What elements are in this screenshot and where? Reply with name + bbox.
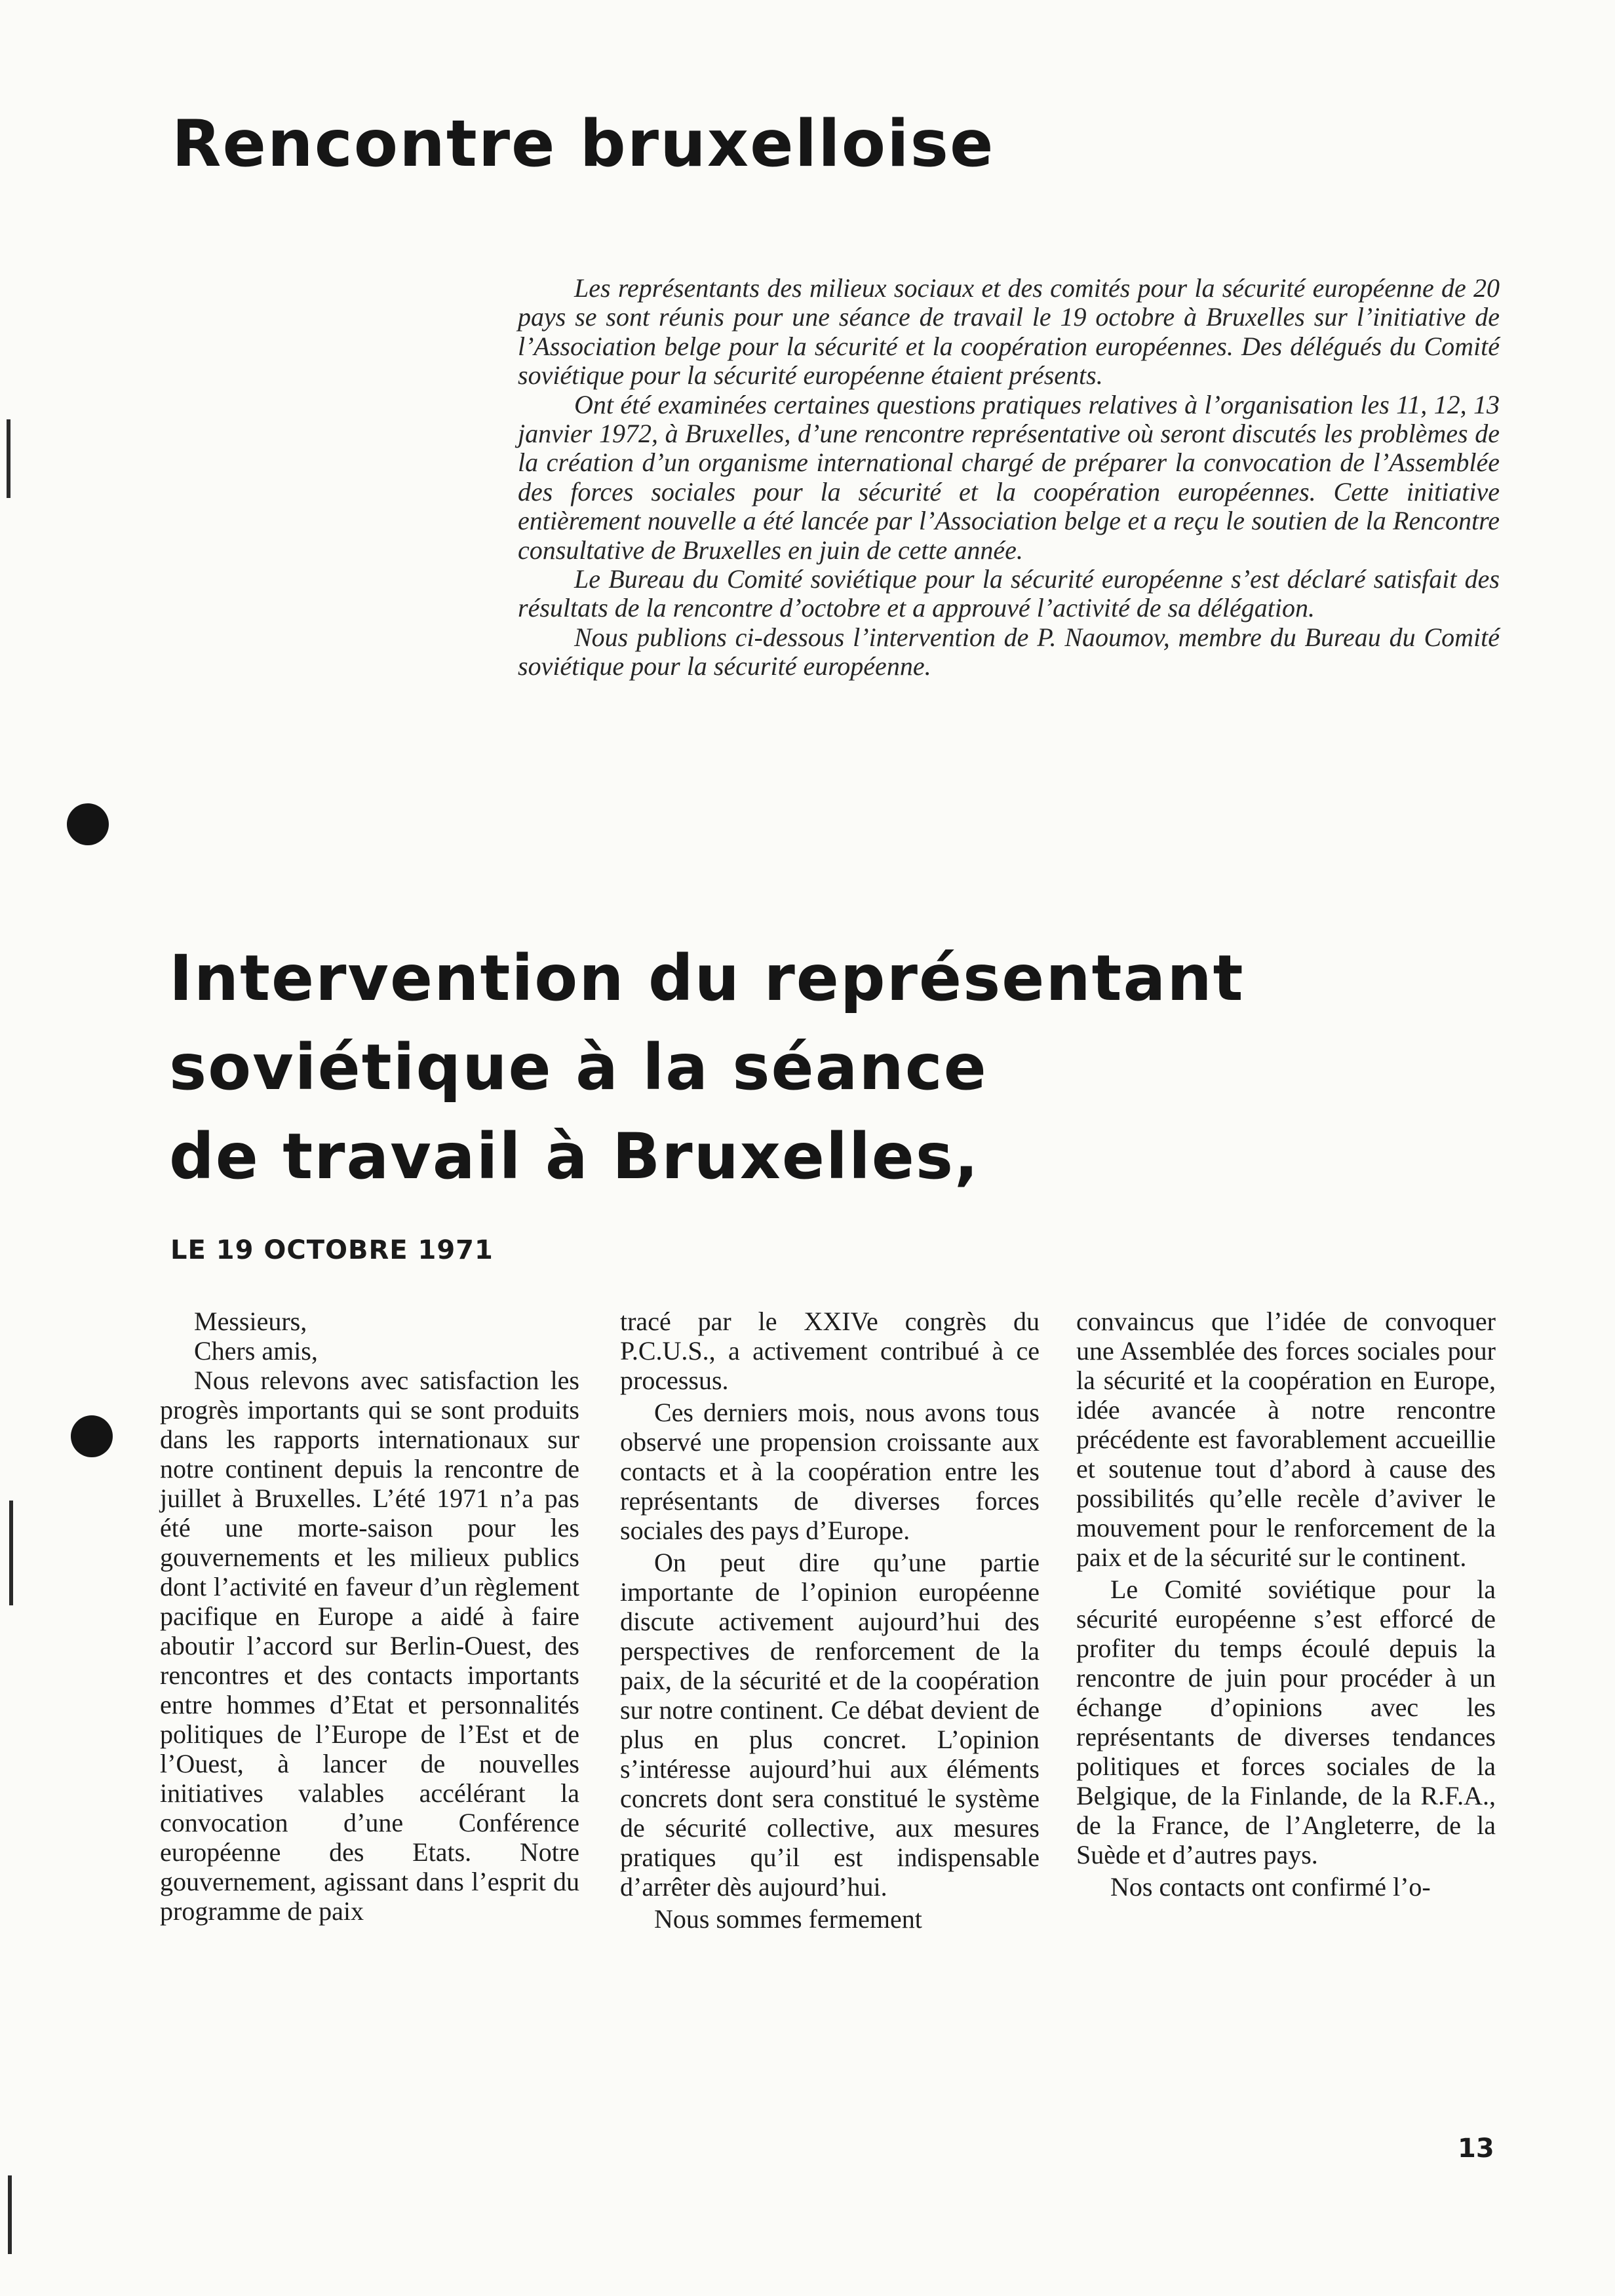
- page-number: 13: [1458, 2133, 1494, 2164]
- body-column-3: [1076, 1307, 1496, 1904]
- intro-paragraph: Nous publions ci-dessous l’intervention de P. Naoumov, membre du Bureau du Comité soviétique pour la sécurité européenne.: [518, 622, 1500, 681]
- punch-hole-bottom: [71, 1415, 113, 1457]
- body-paragraph: On peut dire qu’une partie importante de l’opinion européenne discute activement aujourd’hui des perspectives de renforcement de la paix, de la sécurité et de la coopération sur notre continent. Ce débat devient de plus en plus concret. L’opinion s’intéresse aujourd’hui aux éléments concrets dont sera constitué le système de sécurité collective, aux mesures pratiques qu’il est indispensable d’arrêter dès aujourd’hui.: [620, 1548, 1040, 1902]
- body-paragraph: Nous sommes fermement: [654, 1904, 922, 1934]
- body-paragraph: convaincus que l’idée de convoquer une Assemblée des forces sociales pour la sécurité et la coopération en Europe, idée avancée à notre rencontre précédente est favorablement accueillie et soutenue tout d’abord à cause des possibilités qu’elle recèle d’aviver le mouvement pour le renforcement de la paix et de la sécurité sur le continent.: [1076, 1307, 1496, 1572]
- intro-paragraph: Ont été examinées certaines questions pratiques relatives à l’organisation les 11, 12, 13 janvier 1972, à Bruxelles, d’une rencontre représentative où seront discutés les problèmes de la création d’un organisme international chargé de préparer la convocation de l’Assemblée des forces sociales pour la sécurité et la coopération européennes. Cette initiative entièrement nouvelle a été lancée par l’Association belge et a reçu le soutien de la Rencontre consultative de Bruxelles en juin de cette année.: [518, 389, 1500, 565]
- scan-edge-mark-top: [7, 419, 10, 498]
- body-paragraph: Nos contacts ont confirmé l’o-: [1110, 1872, 1431, 1902]
- article-title: [169, 934, 1245, 1201]
- body-column-2: [620, 1307, 1040, 1936]
- intro-paragraph: Le Bureau du Comité soviétique pour la sécurité européenne s’est déclaré satisfait des résultats de la rencontre d’octobre et a approuvé l’activité de sa délégation.: [518, 564, 1500, 623]
- article-dateline: LE 19 OCTOBRE 1971: [170, 1235, 494, 1265]
- scan-edge-mark-bottom: [8, 2175, 12, 2254]
- scan-edge-mark-middle: [9, 1501, 13, 1605]
- body-paragraph: Ces derniers mois, nous avons tous observé une propension croissante aux contacts et à la coopération entre les représentants de diverses forces sociales des pays d’Europe.: [620, 1398, 1040, 1545]
- body-paragraph: Le Comité soviétique pour la sécurité européenne s’est efforcé de profiter du temps écoulé depuis la rencontre de juin pour procéder à un échange d’opinions avec les représentants de diverses tendances politiques et forces sociales de la Belgique, de la Finlande, de la R.F.A., de la France, de l’Angleterre, de la Suède et d’autres pays.: [1076, 1575, 1496, 1869]
- body-column-1: [160, 1307, 579, 1928]
- article-title-line: de travail à Bruxelles,: [169, 1120, 980, 1193]
- article-title-line: Intervention du représentant: [169, 942, 1245, 1015]
- salutation: Messieurs,: [194, 1307, 307, 1336]
- intro-paragraph: Les représentants des milieux sociaux et des comités pour la sécurité européenne de 20 pays se sont réunis pour une séance de travail le 19 octobre à Bruxelles sur l’initiative de l’Association belge pour la sécurité et la coopération européennes. Des délégués du Comité soviétique pour la sécurité européenne étaient présents.: [518, 273, 1500, 391]
- article-title-line: soviétique à la séance: [169, 1031, 988, 1104]
- body-paragraph: Nous relevons avec satisfaction les progrès importants qui se sont produits dans les rapports internationaux sur notre continent depuis la rencontre de juillet à Bruxelles. L’été 1971 n’a pas été une morte-saison pour les gouvernements et les milieux publics dont l’activité en faveur d’un règlement pacifique en Europe a aidé à faire aboutir l’accord sur Berlin-Ouest, des rencontres et des contacts importants entre hommes d’Etat et personnalités politiques de l’Europe de l’Est et de l’Ouest, à lancer de nouvelles initiatives valables accélérant la convocation d’une Conférence européenne des Etats. Notre gouvernement, agissant dans l’esprit du programme de paix: [160, 1366, 579, 1926]
- section-title: Rencontre bruxelloise: [172, 107, 995, 182]
- body-paragraph: tracé par le XXIVe congrès du P.C.U.S., a activement contribué à ce processus.: [620, 1307, 1040, 1395]
- salutation: Chers amis,: [194, 1336, 318, 1366]
- intro-block: [518, 274, 1500, 681]
- punch-hole-top: [67, 803, 109, 845]
